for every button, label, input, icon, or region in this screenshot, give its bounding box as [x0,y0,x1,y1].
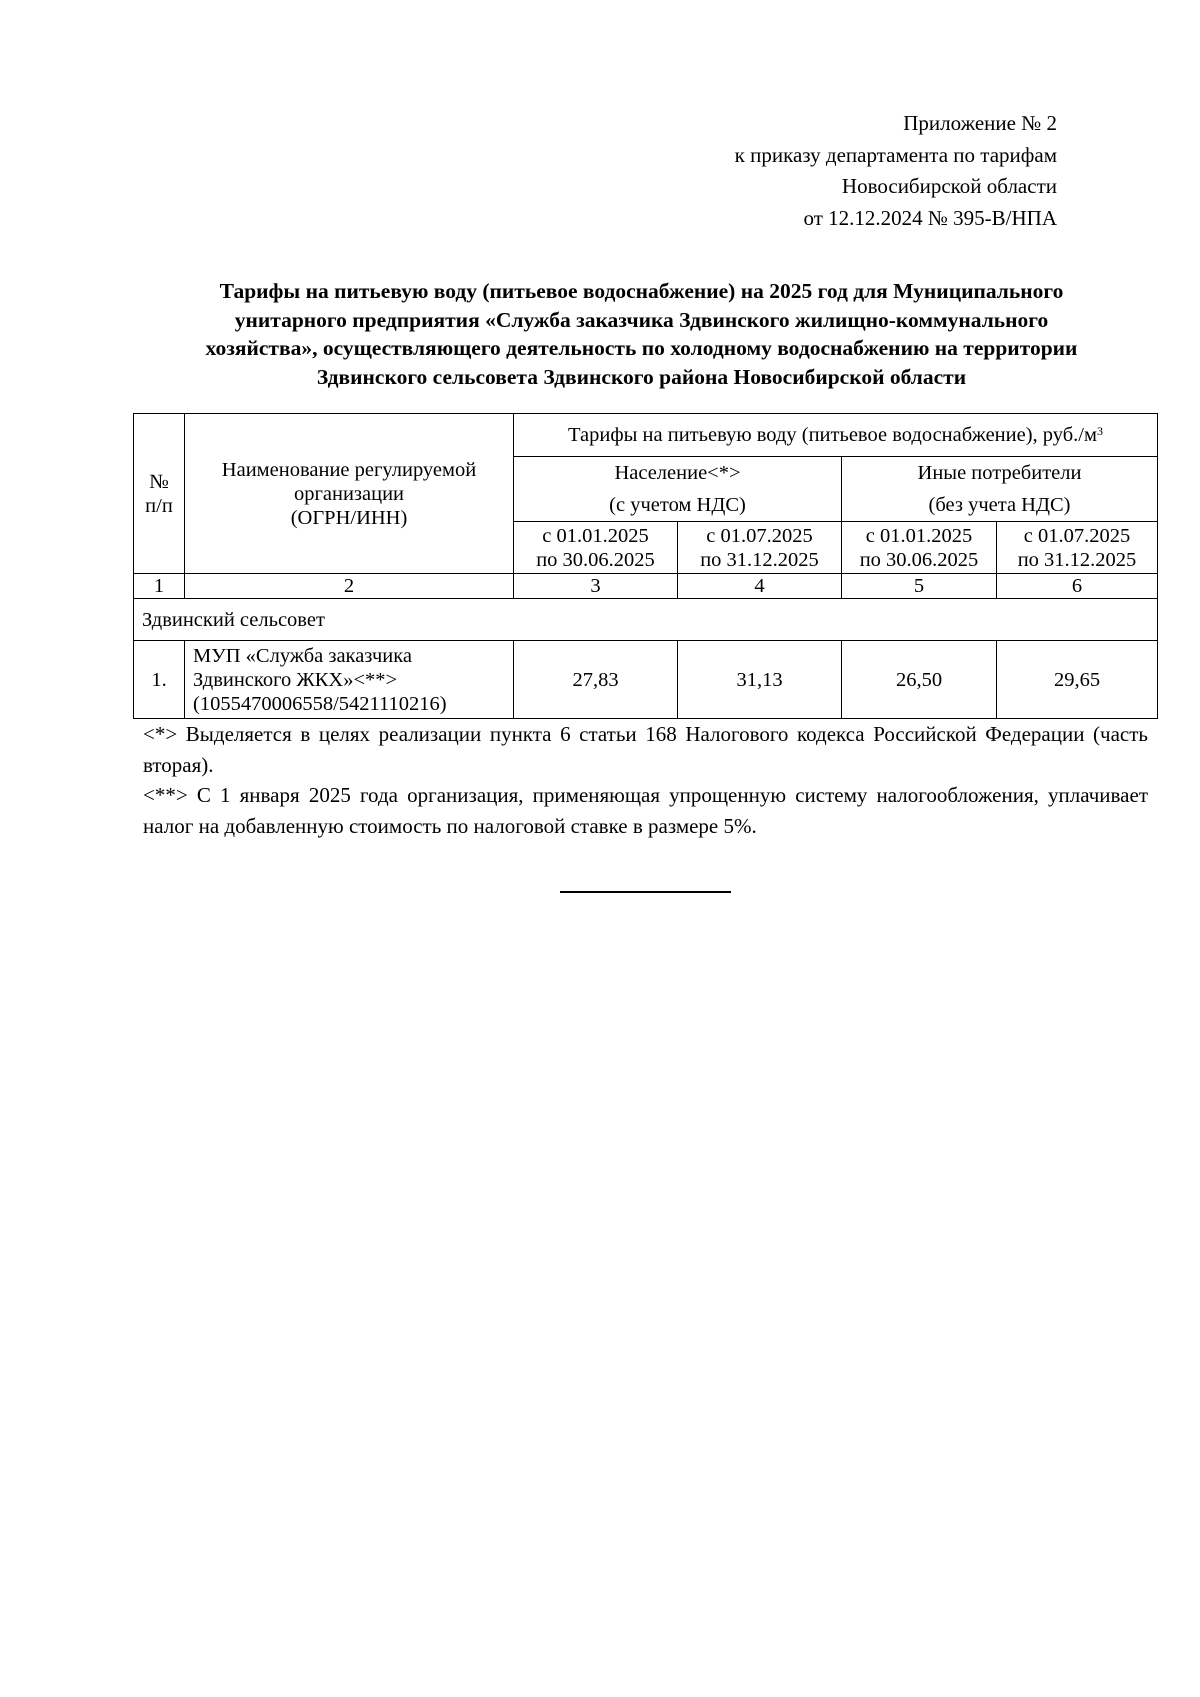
header-order-reference: к приказу департамента по тарифам [734,142,1057,167]
column-number-cell: 2 [185,574,514,599]
column-number-cell: 5 [842,574,997,599]
tariff-value: 31,13 [678,641,842,719]
column-number-cell: 6 [997,574,1158,599]
footnotes [143,719,1148,841]
header-order-date: от 12.12.2024 № 395-В/НПА [803,205,1057,230]
title-line-1: Тарифы на питьевую воду (питьевое водоснабжение) на 2025 год для Муниципального [219,279,1064,303]
document-title [140,277,1143,391]
tariffs-group-header: Тарифы на питьевую воду (питьевое водоснабжение), $руб./м^3$ [514,414,1158,457]
header-region: Новосибирской области [841,174,1057,198]
period-header: с 01.01.2025 по 30.06.2025 [514,522,678,574]
footnote-1: <*> Выделяется в целях реализации пункта 6 статьи 168 Налогового кодекса Российской Федерации (часть вторая). [143,722,1148,777]
table-header-row-1 [134,414,1158,457]
title-line-4: Здвинского сельсовета Здвинского района Новосибирской области [316,364,967,389]
tariffs-table [133,413,1158,719]
period-header: с 01.07.2025 по 31.12.2025 [997,522,1158,574]
tariff-value: 27,83 [514,641,678,719]
period-header: с 01.07.2025 по 31.12.2025 [678,522,842,574]
other-consumers-header: Иные потребители (без учета НДС) [842,457,1158,522]
document-header [735,108,1057,234]
tariff-value: 26,50 [842,641,997,719]
col-number-header: № п/п [134,414,185,574]
header-appendix-number: Приложение № 2 [903,111,1057,135]
title-line-2: унитарного предприятия «Служба заказчика Здвинского жилищно-коммунального [234,307,1049,332]
end-separator-line [560,891,731,893]
col-name-header: Наименование регулируемой организации (ОГРН/ИНН) [185,414,514,574]
column-number-cell: 3 [514,574,678,599]
population-header: Население<*> (с учетом НДС) [514,457,842,522]
section-row [134,599,1158,641]
row-number: 1. [134,641,185,719]
footnote-2: <**> С 1 января 2025 года организация, применяющая упрощенную систему налогообложения, уплачивает налог на добавленную стоимость по налоговой ставке в размере 5%. [143,783,1148,838]
title-line-3: хозяйства», осуществляющего деятельность по холодному водоснабжению на территории [205,336,1078,360]
section-title: Здвинский сельсовет [134,599,1158,641]
column-number-row [134,574,1158,599]
tariff-value: 29,65 [997,641,1158,719]
organization-name: МУП «Служба заказчика Здвинского ЖКХ»<**> (1055470006558/5421110216) [185,641,514,719]
column-number-cell: 4 [678,574,842,599]
column-number-cell: 1 [134,574,185,599]
table-row [134,641,1158,719]
period-header: с 01.01.2025 по 30.06.2025 [842,522,997,574]
